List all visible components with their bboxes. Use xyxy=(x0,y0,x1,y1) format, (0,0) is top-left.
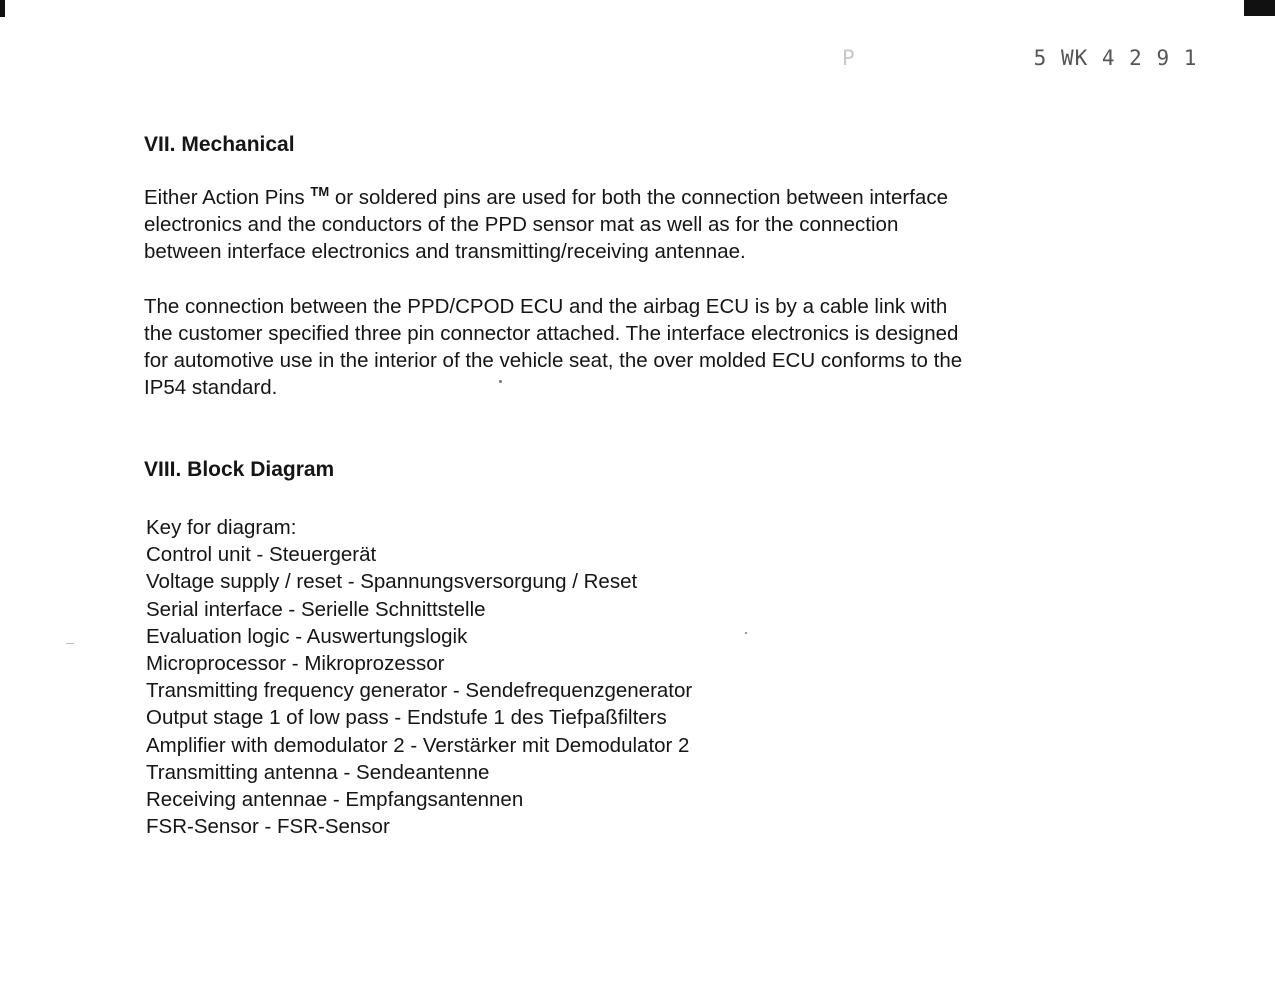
section-7-heading: VII. Mechanical xyxy=(144,133,295,156)
paragraph-2-line-1: The connection between the PPD/CPOD ECU and the airbag ECU is by a cable link with xyxy=(144,295,948,318)
paragraph-1-line-2: electronics and the conductors of the PPD sensor mat as well as for the connection xyxy=(144,213,899,236)
key-item-evaluation-logic: Evaluation logic - Auswertungslogik xyxy=(146,624,468,648)
document-number-faint: P xyxy=(842,46,856,70)
key-item-voltage-supply: Voltage supply / reset - Spannungsversorgung / Reset xyxy=(146,570,638,594)
document-number xyxy=(842,46,1198,70)
document-number-value: 5 WK 4 2 9 1 xyxy=(1033,46,1198,70)
paragraph-1-line-1-before: Either Action Pins xyxy=(144,186,311,209)
key-item-output-stage: Output stage 1 of low pass - Endstufe 1 des Tiefpaßfilters xyxy=(146,706,667,730)
paragraph-1-line-1 xyxy=(144,184,948,211)
paragraph-2-line-4: IP54 standard. xyxy=(144,376,278,399)
trademark-symbol: TM xyxy=(310,184,330,199)
diagram-key-list xyxy=(146,514,692,840)
key-list-title: Key for diagram: xyxy=(146,516,297,539)
key-item-fsr-sensor: FSR-Sensor - FSR-Sensor xyxy=(146,815,390,839)
scan-registration-mark-right xyxy=(1244,0,1275,16)
section-7-paragraph-1 xyxy=(144,184,948,265)
key-item-frequency-generator: Transmitting frequency generator - Sendefrequenzgenerator xyxy=(146,679,693,703)
key-item-microprocessor: Microprocessor - Mikroprozessor xyxy=(146,652,445,676)
key-item-amplifier: Amplifier with demodulator 2 - Verstärker mit Demodulator 2 xyxy=(146,733,690,757)
section-7-paragraph-2 xyxy=(144,293,962,401)
paragraph-1-line-3: between interface electronics and transmitting/receiving antennae. xyxy=(144,240,746,263)
key-item-control-unit: Control unit - Steuergerät xyxy=(146,543,377,567)
key-item-receiving-antennae: Receiving antennae - Empfangsantennen xyxy=(146,788,524,812)
paragraph-2-line-2: the customer specified three pin connector attached. The interface electronics is designed xyxy=(144,322,959,345)
paragraph-1-line-1-after: or soldered pins are used for both the connection between interface xyxy=(329,186,948,209)
key-item-transmitting-antenna: Transmitting antenna - Sendeantenne xyxy=(146,760,490,784)
scan-registration-mark-left xyxy=(0,0,5,17)
paragraph-2-line-3: for automotive use in the interior of the vehicle seat, the over molded ECU conforms to the xyxy=(144,349,963,372)
key-item-serial-interface: Serial interface - Serielle Schnittstelle xyxy=(146,597,486,621)
scan-speck xyxy=(745,632,747,634)
section-8-heading: VIII. Block Diagram xyxy=(144,458,335,481)
scan-speck xyxy=(66,643,74,644)
scan-speck xyxy=(499,380,502,383)
